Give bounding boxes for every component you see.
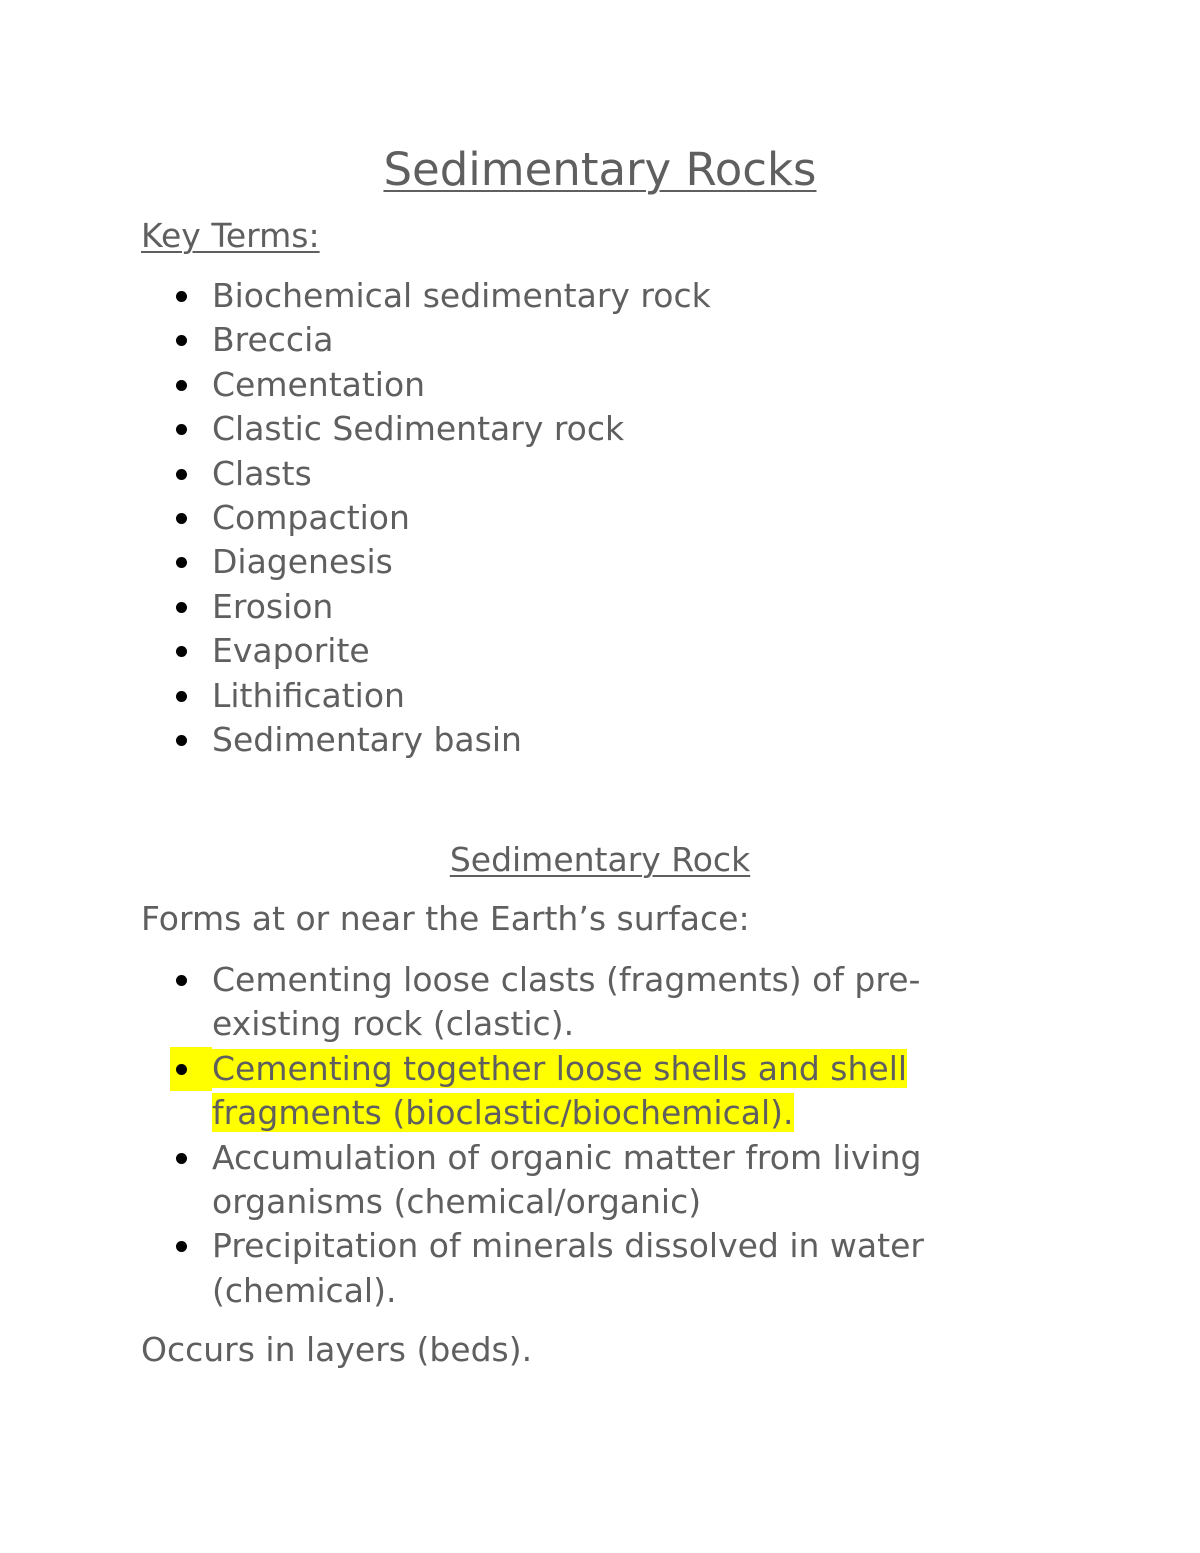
key-term-item [0, 496, 992, 540]
key-term-text: Breccia [212, 320, 334, 360]
bullet-icon [176, 691, 187, 702]
bullet-icon [176, 975, 187, 986]
key-term-item [0, 318, 992, 362]
bullet-icon [176, 513, 187, 524]
key-term-item [0, 407, 992, 451]
bullet-icon [176, 646, 187, 657]
key-term-text: Sedimentary basin [212, 720, 522, 760]
bullet-icon [176, 602, 187, 613]
formation-text: Precipitation of minerals dissolved in water (chemical). [212, 1226, 924, 1310]
bullet-icon [176, 1153, 187, 1164]
bullet-icon [176, 1241, 187, 1252]
closing-paragraph: Occurs in layers (beds). [141, 1330, 533, 1369]
key-term-text: Biochemical sedimentary rock [212, 276, 711, 315]
bullet-icon [176, 291, 187, 302]
key-term-text: Clasts [212, 453, 312, 493]
key-term-text: Erosion [212, 586, 334, 626]
section-heading: Sedimentary Rock [449, 840, 751, 879]
key-term-item [0, 674, 992, 718]
bullet-icon [176, 469, 187, 480]
formation-text: Cementing together loose shells and shell fragments (bioclastic/biochemical). [212, 1048, 908, 1133]
key-term-item [0, 274, 992, 318]
key-term-item [0, 540, 992, 584]
document-title: Sedimentary Rocks [383, 143, 817, 196]
key-terms-label: Key Terms: [141, 216, 320, 255]
intro-paragraph: Forms at or near the Earth’s surface: [141, 899, 750, 938]
bullet-icon [176, 557, 187, 568]
key-term-item [0, 718, 992, 762]
formation-list [0, 958, 972, 1313]
key-term-text: Diagenesis [212, 542, 393, 582]
key-term-text: Cementation [212, 364, 426, 404]
bullet-icon [176, 380, 187, 391]
bullet-icon [176, 735, 187, 746]
bullet-icon [176, 424, 187, 435]
key-term-text: Evaporite [212, 631, 370, 671]
bullet-icon [176, 335, 187, 346]
key-term-text: Clastic Sedimentary rock [212, 409, 625, 449]
formation-item [0, 1224, 972, 1313]
key-term-item [0, 363, 992, 407]
key-terms-list [0, 274, 992, 762]
formation-text: Accumulation of organic matter from living organisms (chemical/organic) [212, 1137, 922, 1222]
formation-item [0, 1136, 972, 1225]
key-term-item [0, 629, 992, 673]
formation-item-highlighted [0, 1047, 972, 1136]
key-term-item [0, 452, 992, 496]
bullet-icon [176, 1064, 187, 1075]
formation-item [0, 958, 972, 1047]
key-term-text: Lithification [212, 675, 405, 715]
key-term-item [0, 585, 992, 629]
formation-text: Cementing loose clasts (fragments) of pre-existing rock (clastic). [212, 960, 921, 1044]
key-term-text: Compaction [212, 498, 410, 538]
